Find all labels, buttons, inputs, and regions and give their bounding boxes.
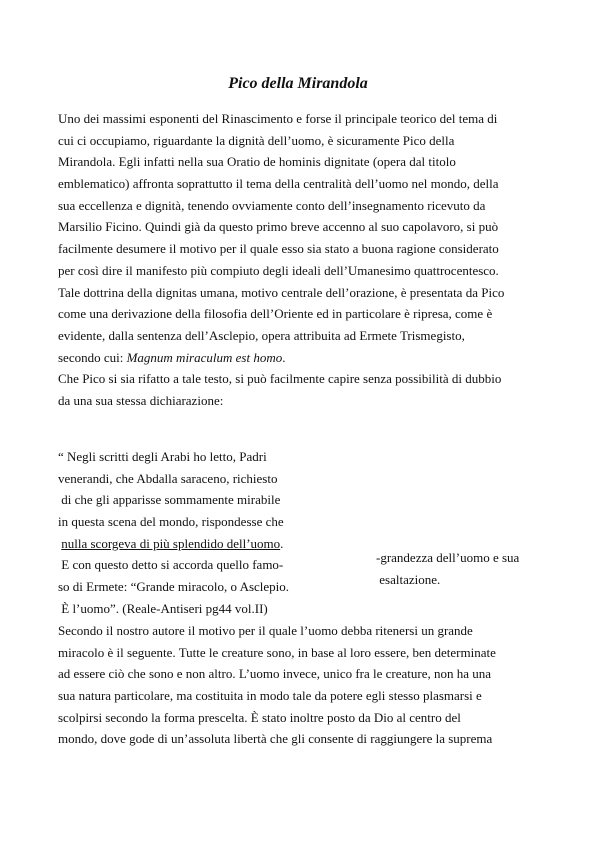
text-line: per così dire il manifesto più compiuto degli ideali dell’Umanesimo quattrocentesco.	[58, 262, 499, 278]
text-line: sua eccellenza e dignità, tenendo ovviamente conto dell’insegnamento ricevuto da	[58, 197, 486, 213]
quote-line: È l’uomo”. (Reale-Antiseri pg44 vol.II)	[58, 600, 268, 616]
quote-line: venerandi, che Abdalla saraceno, richiesto	[58, 470, 278, 486]
quotation-block	[58, 446, 358, 620]
text-line: da una sua stessa dichiarazione:	[58, 392, 224, 408]
text-line: cui ci occupiamo, riguardante la dignità dell’uomo, è sicuramente Pico della	[58, 132, 455, 148]
text-line: sua natura particolare, ma costituita in modo tale da potere egli stesso plasmarsi e	[58, 688, 482, 704]
text-line: facilmente desumere il motivo per il quale esso sia stato a buona ragione considerato	[58, 241, 499, 257]
quote-line: so di Ermete: “Grande miracolo, o Asclepio.	[58, 579, 290, 595]
text-line: Che Pico si sia rifatto a tale testo, si può facilmente capire senza possibilità di dubbio	[58, 371, 502, 387]
note-line: esaltazione.	[376, 571, 441, 587]
margin-note	[376, 547, 576, 590]
text-line: Secondo il nostro autore il motivo per il quale l’uomo debba ritenersi un grande	[58, 623, 473, 638]
text-line: Tale dottrina della dignitas umana, motivo centrale dell’orazione, è presentata da Pico	[58, 284, 505, 300]
text-line: Marsilio Ficino. Quindi già da questo primo breve accenno al suo capolavoro, si può	[58, 219, 499, 235]
text-line: come una derivazione della filosofia dell’Oriente ed in particolare è ripresa, come è	[58, 306, 493, 322]
text-line: Uno dei massimi esponenti del Rinascimento e forse il principale teorico del tema di	[58, 111, 498, 126]
paragraph-intro	[58, 108, 558, 412]
text-line: ad essere ciò che sono e non altro. L’uomo invece, unico fra le creature, non ha una	[58, 666, 492, 682]
note-line: -grandezza dell’uomo e sua	[376, 550, 520, 565]
underlined-phrase: nulla scorgeva di più splendido dell’uomo	[61, 535, 281, 551]
quote-line: “ Negli scritti degli Arabi ho letto, Padri	[58, 449, 267, 464]
quote-line-underlined	[58, 533, 358, 555]
paragraph-explanation	[58, 620, 558, 750]
text-span: .	[280, 535, 284, 551]
latin-quote: Magnum miraculum est homo	[126, 349, 283, 365]
text-line: Mirandola. Egli infatti nella sua Oratio de hominis dignitate (opera dal titolo	[58, 154, 456, 170]
quote-line: E con questo detto si accorda quello famo-	[58, 557, 284, 573]
text-line: mondo, dove gode di un’assoluta libertà che gli consente di raggiungere la suprema	[58, 731, 493, 747]
quote-line: in questa scena del mondo, rispondesse che	[58, 514, 284, 530]
text-span: .	[282, 349, 286, 365]
text-line: scolpirsi secondo la forma prescelta. È stato inoltre posto da Dio al centro del	[58, 709, 461, 725]
text-line-with-quote	[58, 347, 558, 369]
text-span: secondo cui:	[58, 349, 127, 365]
text-line: evidente, dalla sentenza dell’Asclepio, opera attribuita ad Ermete Trismegisto,	[58, 327, 465, 343]
text-line: emblematico) affronta soprattutto il tema della centralità dell’uomo nel mondo, della	[58, 176, 499, 192]
quote-line: di che gli apparisse sommamente mirabile	[58, 492, 281, 508]
page-title: Pico della Mirandola	[228, 75, 368, 92]
text-line: miracolo è il seguente. Tutte le creature sono, in base al loro essere, ben determinate	[58, 644, 496, 660]
